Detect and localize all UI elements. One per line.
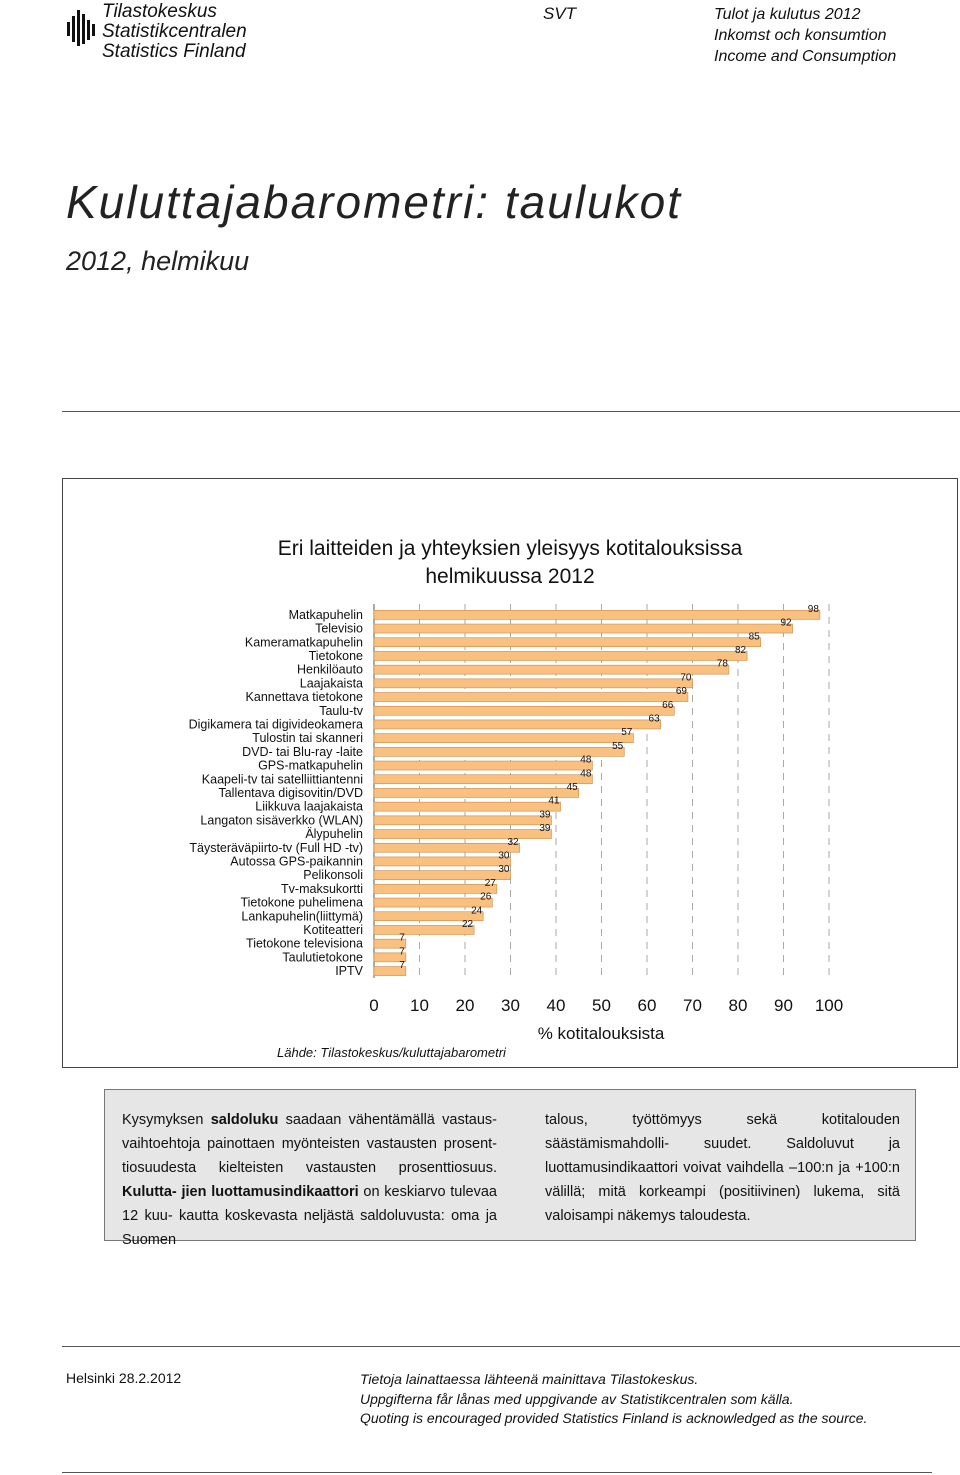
- bar: [374, 610, 820, 619]
- category-label: GPS-matkapuhelin: [258, 758, 363, 773]
- citation-line: Quoting is encouraged provided Statistics Finland is acknowledged as the source.: [360, 1410, 868, 1426]
- bar-value-label: 48: [580, 768, 592, 780]
- category-label: Pelikonsoli: [303, 868, 363, 883]
- bar: [374, 638, 761, 647]
- category-label: Täysteräväpiirto-tv (Full HD -tv): [189, 840, 363, 855]
- category-label: Kaapeli-tv tai satelliittiantenni: [201, 772, 363, 787]
- category-label: Autossa GPS-paikannin: [230, 854, 363, 869]
- chart-title: helmikuussa 2012: [425, 565, 595, 588]
- bar: [374, 884, 497, 893]
- bar: [374, 624, 793, 633]
- bar: [374, 857, 511, 866]
- bar: [374, 830, 551, 839]
- x-tick-label: 50: [592, 995, 611, 1015]
- bar-value-label: 7: [399, 946, 405, 958]
- citation-line: Tietoja lainattaessa lähteenä mainittava Tilastokeskus.: [360, 1371, 699, 1387]
- bar-value-label: 55: [612, 740, 624, 752]
- x-tick-label: 30: [501, 995, 520, 1015]
- bar: [374, 925, 474, 934]
- bar-value-label: 98: [807, 603, 819, 615]
- category-label: Laajakaista: [299, 676, 363, 691]
- x-tick-label: 100: [814, 995, 844, 1015]
- bar: [374, 693, 688, 702]
- divider: [62, 411, 960, 412]
- category-label: Digikamera tai digivideokamera: [188, 717, 363, 732]
- bar-value-label: 41: [548, 795, 560, 807]
- logo-text: [102, 2, 247, 62]
- x-tick-label: 60: [637, 995, 657, 1015]
- x-tick-label: 20: [455, 995, 475, 1015]
- bar-value-label: 92: [780, 617, 792, 629]
- category-label: Älypuhelin: [305, 827, 363, 842]
- bar-value-label: 70: [680, 672, 692, 684]
- logo-line: Tilastokeskus: [102, 1, 217, 22]
- series-code: SVT: [543, 4, 577, 23]
- category-label: Lankapuhelin(liittymä): [241, 909, 363, 924]
- category-label: Taulutietokone: [282, 950, 363, 965]
- category-label: Televisio: [315, 621, 363, 636]
- category-label: Tallentava digisovitin/DVD: [218, 785, 363, 800]
- x-tick-label: 90: [774, 995, 793, 1015]
- info-box: [104, 1089, 916, 1248]
- bar-value-label: 22: [461, 918, 474, 930]
- bar-value-label: 39: [539, 823, 551, 835]
- publication-line: Income and Consumption: [714, 48, 897, 65]
- publication-line: Inkomst och konsumtion: [714, 27, 887, 44]
- source-note: Lähde: Tilastokeskus/kuluttajabarometri: [277, 1044, 506, 1060]
- bar: [374, 816, 551, 825]
- logo-line: Statistikcentralen: [102, 21, 247, 42]
- bar: [374, 734, 633, 743]
- logo-line: Statistics Finland: [102, 41, 246, 62]
- publication-line: Tulot ja kulutus 2012: [714, 6, 861, 23]
- divider: [62, 1346, 960, 1347]
- category-label: Tulostin tai skanneri: [252, 731, 363, 746]
- category-label: Kannettava tietokone: [245, 690, 363, 705]
- x-tick-label: 40: [546, 995, 566, 1015]
- bar-chart: [63, 479, 957, 1067]
- bar: [374, 706, 674, 715]
- bar: [374, 761, 592, 770]
- bar-value-label: 24: [471, 905, 483, 917]
- bar: [374, 720, 661, 729]
- chart-panel: [62, 478, 958, 1068]
- bar-value-label: 78: [716, 658, 728, 670]
- bar-value-label: 30: [498, 864, 510, 876]
- bar-value-label: 57: [621, 727, 633, 739]
- chart-title: Eri laitteiden ja yhteyksien yleisyys kotitalouksissa: [277, 537, 743, 560]
- bar-value-label: 30: [498, 850, 510, 862]
- bar: [374, 775, 592, 784]
- bar-value-label: 85: [748, 631, 760, 643]
- publication-name: [714, 4, 896, 67]
- bar-value-label: 66: [662, 699, 674, 711]
- bar-value-label: 7: [399, 932, 405, 944]
- category-label: Tv-maksukortti: [281, 881, 363, 896]
- category-label: Tietokone puhelimena: [240, 895, 363, 910]
- logo-bars-icon: [66, 8, 96, 48]
- x-tick-label: 10: [410, 995, 429, 1015]
- x-tick-label: 0: [369, 995, 379, 1015]
- category-label: Liikkuva laajakaista: [255, 799, 363, 814]
- citation-notes: [360, 1370, 867, 1429]
- bar-value-label: 82: [734, 644, 747, 656]
- bar-value-label: 48: [580, 754, 592, 766]
- bar-value-label: 45: [566, 781, 578, 793]
- statistics-finland-logo: [66, 2, 276, 62]
- bar-value-label: 7: [399, 960, 405, 972]
- x-tick-label: 70: [683, 995, 702, 1015]
- bar: [374, 651, 747, 660]
- category-label: Henkilöauto: [296, 662, 363, 677]
- info-text-run: saadaan vähentämällä vastaus- vaihtoehtoja painottaen myönteisten vastausten prosent- tiosuudesta kielteisten vastausten prosenttiosuus.: [122, 1112, 497, 1176]
- x-axis-label: % kotitalouksista: [537, 1023, 665, 1043]
- category-label: Tietokone: [308, 648, 363, 663]
- info-bold-term: Kulutta- jien luottamusindikaattori: [122, 1184, 359, 1200]
- bar: [374, 679, 693, 688]
- bar-value-label: 32: [507, 836, 519, 848]
- citation-line: Uppgifterna får lånas med uppgivande av Statistikcentralen som källa.: [360, 1390, 794, 1407]
- category-label: Kameramatkapuhelin: [244, 635, 363, 650]
- category-label: DVD- tai Blu-ray -laite: [242, 744, 363, 759]
- bar-value-label: 26: [480, 891, 492, 903]
- info-text-left: [122, 1108, 497, 1252]
- info-text-right: talous, työttömyys sekä kotitalouden säästämismahdolli- suudet. Saldoluvut ja luottamusindikaattori voivat vaihdella –100:n ja +100:n välillä; mitä korkeampi (positiivinen) lukema, sitä valoisampi näkemys taloudesta.: [545, 1112, 900, 1224]
- info-text-run: on keskiarvo tulevaa 12 kuu- kautta koskevasta neljästä saldoluvusta: oma ja Suomen: [122, 1184, 497, 1248]
- bar: [374, 665, 729, 674]
- bar-value-label: 39: [539, 809, 551, 821]
- category-label: Kotiteatteri: [303, 922, 363, 937]
- info-bold-term: saldoluku: [210, 1112, 279, 1128]
- info-text-run: Kysymyksen: [122, 1112, 211, 1128]
- bar-value-label: 69: [675, 686, 687, 698]
- x-tick-label: 80: [728, 995, 748, 1015]
- bar-value-label: 63: [648, 713, 660, 725]
- category-label: Langaton sisäverkko (WLAN): [200, 813, 363, 828]
- category-label: Taulu-tv: [319, 703, 363, 718]
- place-date: Helsinki 28.2.2012: [66, 1370, 182, 1386]
- category-label: Tietokone televisiona: [246, 936, 363, 951]
- category-label: Matkapuhelin: [288, 607, 363, 622]
- page-title: Kuluttajabarometri: taulukot: [66, 176, 682, 228]
- category-label: IPTV: [335, 964, 363, 979]
- bar: [374, 802, 561, 811]
- page-subtitle: 2012, helmikuu: [66, 246, 250, 276]
- bar-value-label: 27: [484, 877, 496, 889]
- divider: [62, 1472, 932, 1473]
